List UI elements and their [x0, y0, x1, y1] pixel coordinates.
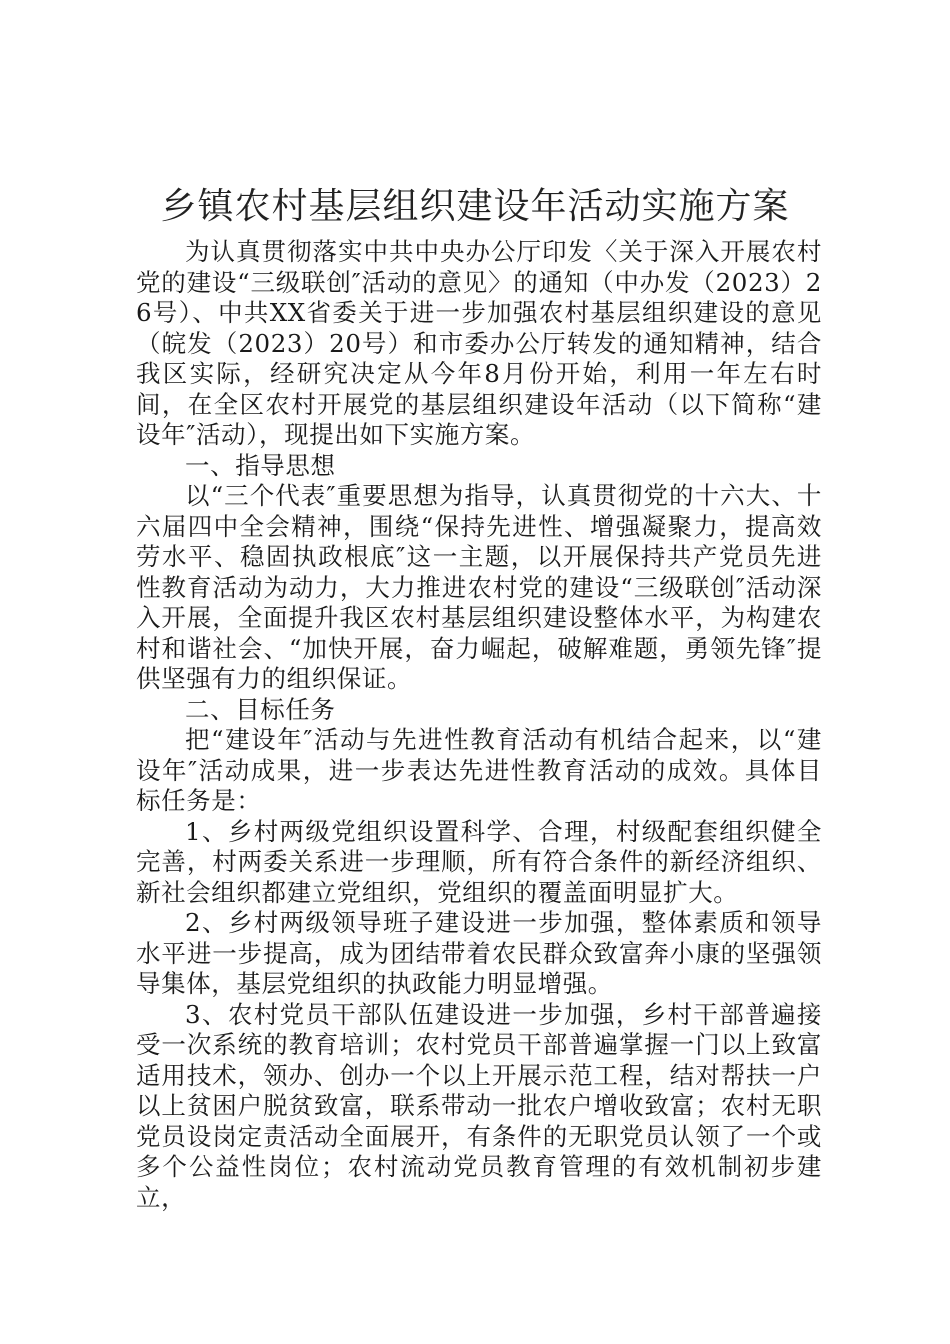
document-title: 乡镇农村基层组织建设年活动实施方案: [160, 186, 790, 227]
paragraph-goal-2: 2、乡村两级领导班子建设进一步加强，整体素质和领导水平进一步提高，成为团结带着农民群众致富奔小康的坚强领导集体，基层党组织的执政能力明显增强。: [136, 908, 822, 998]
paragraph-intro: 为认真贯彻落实中共中央办公厅印发〈关于深入开展农村党的建设“三级联创″活动的意见〉的通知（中办发（2023）26号）、中共XX省委关于进一步加强农村基层组织建设的意见（皖发（2023）20号）和市委办公厅转发的通知精神，结合我区实际，经研究决定从今年8月份开始，利用一年左右时间，在全区农村开展党的基层组织建设年活动（以下简称“建设年″活动），现提出如下实施方案。: [136, 237, 822, 449]
section-heading-goals: 二、目标任务: [185, 694, 336, 724]
paragraph-guiding-ideology: 以“三个代表″重要思想为指导，认真贯彻党的十六大、十六届四中全会精神，围绕“保持先进性、增强凝聚力，提高效劳水平、稳固执政根底″这一主题，以开展保持共产党员先进性教育活动为动力，大力推进农村党的建设“三级联创″活动深入开展，全面提升我区农村基层组织建设整体水平，为构建农村和谐社会、“加快开展，奋力崛起，破解难题，勇领先锋″提供坚强有力的组织保证。: [136, 481, 822, 693]
document-body: [136, 237, 822, 1213]
paragraph-goal-1: 1、乡村两级党组织设置科学、合理，村级配套组织健全完善，村两委关系进一步理顺，所有符合条件的新经济组织、新社会组织都建立党组织，党组织的覆盖面明显扩大。: [136, 816, 822, 907]
paragraph-goal-3: 3、农村党员干部队伍建设进一步加强，乡村干部普遍接受一次系统的教育培训；农村党员干部普遍掌握一门以上致富适用技术，领办、创办一个以上开展示范工程，结对帮扶一户以上贫困户脱贫致富，联系带动一批农户增收致富；农村无职党员设岗定责活动全面展开，有条件的无职党员认领了一个或多个公益性岗位；农村流动党员教育管理的有效机制初步建立，: [136, 999, 822, 1212]
section-heading-guiding-ideology: 一、指导思想: [185, 450, 336, 480]
paragraph-goals-intro: 把“建设年″活动与先进性教育活动有机结合起来，以“建设年″活动成果，进一步表达先进性教育活动的成效。具体目标任务是：: [136, 725, 822, 815]
